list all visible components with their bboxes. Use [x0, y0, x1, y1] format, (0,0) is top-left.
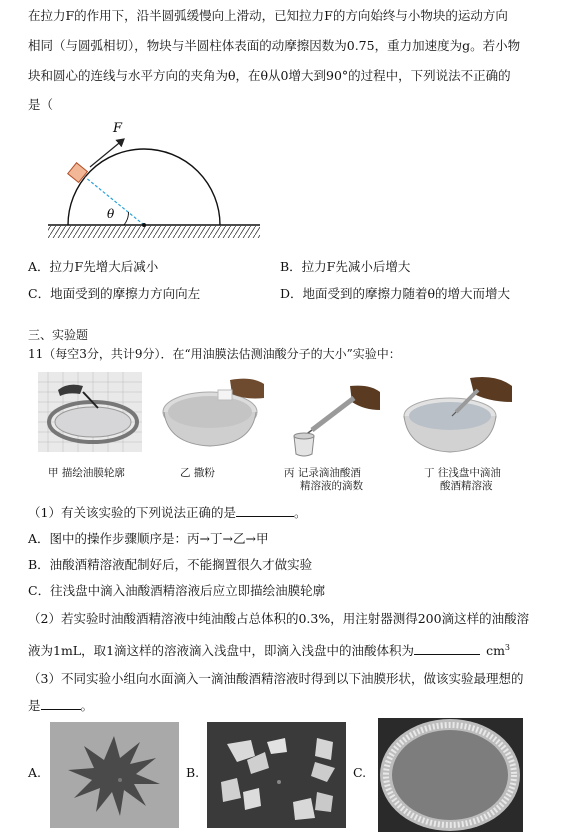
powder-photo [160, 372, 265, 454]
unit-exponent: 3 [504, 643, 511, 652]
q10-line-4: 是（ [28, 97, 54, 112]
q11-option-b: B．油酸酒精溶液配制好后，不能搁置很久才做实验 [28, 557, 313, 572]
q10-line-1: 在拉力F的作用下，沿半圆弧缓慢向上滑动，已知拉力F的方向始终与小物块的运动方向 [28, 8, 508, 23]
q11-part1 [28, 504, 306, 521]
caption-ding-1: 丁 往浅盘中滴油 [424, 467, 501, 479]
answer-blank-3[interactable] [41, 697, 81, 710]
semicircle-force-diagram [40, 115, 270, 245]
q11-part2-line-2 [28, 640, 510, 659]
caption-bing-2: 精溶液的滴数 [300, 480, 363, 492]
answer-blank-2[interactable] [414, 642, 480, 655]
center-point [142, 223, 146, 227]
tracing-photo [38, 372, 142, 452]
caption-yi: 乙 撒粉 [180, 467, 215, 479]
angle-arc [124, 212, 129, 225]
q11-option-a: A．图中的操作步骤顺序是：丙→丁→乙→甲 [28, 531, 269, 546]
q11-part1-text: （1）有关该实验的下列说法正确的是 [28, 505, 236, 520]
answer-blank-1[interactable] [236, 504, 294, 517]
film-label-b: B. [186, 765, 200, 780]
round-film-photo [378, 718, 523, 832]
force-label: F [113, 121, 123, 136]
q11-header: 11（每空3分，共计9分）．在“用油膜法估测油酸分子的大小”实验中： [28, 347, 401, 361]
q10-option-c: C．地面受到的摩擦力方向向左 [28, 286, 201, 301]
q11-part3-end: 。 [80, 698, 94, 713]
broken-film-photo [207, 722, 346, 828]
ground-hatching [48, 226, 260, 238]
star-film-photo [50, 722, 179, 828]
caption-bing-1: 丙 记录滴油酸酒 [284, 467, 361, 479]
dropping-photo [400, 372, 512, 456]
section-heading: 三、实验题 [28, 328, 89, 342]
caption-jia: 甲 描绘油膜轮廓 [48, 467, 125, 479]
film-label-a: A. [28, 765, 42, 780]
q11-part1-end: 。 [293, 505, 307, 520]
block-icon [68, 163, 88, 183]
q11-part3-line-2 [28, 697, 93, 714]
semicircle-arc [68, 149, 220, 225]
angle-label: θ [107, 207, 115, 221]
q11-option-c: C．往浅盘中滴入油酸酒精溶液后应立即描绘油膜轮廓 [28, 583, 326, 598]
caption-ding-2: 酸酒精溶液 [440, 480, 493, 492]
syringe-count-photo [288, 380, 380, 462]
unit-cm: cm [486, 643, 505, 659]
q11-part2-line-1: （2）若实验时油酸酒精溶液中纯油酸占总体积的0.3%，用注射器测得200滴这样的油酸溶 [28, 611, 530, 626]
q10-option-b: B．拉力F先减小后增大 [280, 259, 411, 274]
q10-option-a: A．拉力F先增大后减小 [28, 259, 159, 274]
q11-part2-text: 液为1mL，取1滴这样的溶液滴入浅盘中，即滴入浅盘中的油酸体积为 [28, 643, 415, 659]
q10-line-2: 相同（与圆弧相切），物块与半圆柱体表面的动摩擦因数为0.75，重力加速度为g。若小物 [28, 38, 521, 53]
radius-dashed-line [85, 177, 144, 225]
q10-option-d: D．地面受到的摩擦力随着θ的增大而增大 [280, 286, 511, 301]
q11-part3-line-1: （3）不同实验小组向水面滴入一滴油酸酒精溶液时得到以下油膜形状，做该实验最理想的 [28, 671, 524, 686]
q11-part3-text: 是 [28, 698, 41, 713]
q10-line-3: 块和圆心的连线与水平方向的夹角为θ，在θ从0增大到90°的过程中，下列说法不正确的 [28, 68, 511, 83]
film-label-c: C. [353, 765, 367, 780]
